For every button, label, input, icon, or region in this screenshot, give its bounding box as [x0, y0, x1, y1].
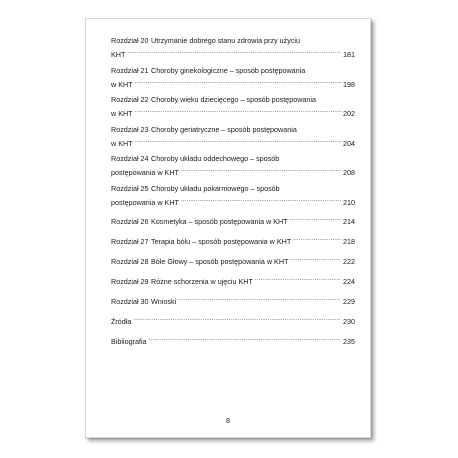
page-number: 210: [343, 197, 355, 207]
page-number: 181: [343, 50, 355, 59]
dot-leader: [178, 293, 341, 304]
toc-entry-22[interactable]: [111, 95, 355, 120]
toc-entry-26[interactable]: [111, 213, 355, 227]
dot-leader: [181, 194, 341, 205]
chapter-label: Rozdział 21: [111, 65, 149, 75]
dot-leader: [127, 47, 341, 58]
dot-leader: [290, 253, 341, 264]
section-title: Źródła: [111, 316, 132, 326]
chapter-title: Choroby ginekologiczne – sposób postępowania: [151, 65, 306, 75]
dot-leader: [149, 333, 341, 344]
toc-entry-line: [111, 293, 355, 307]
chapter-title-continued: KHT: [111, 50, 126, 59]
toc-entry-sources[interactable]: [111, 313, 355, 327]
dot-leader: [133, 313, 341, 324]
chapter-title: Bóle Głowy – sposób postępowania w KHT: [151, 256, 289, 266]
dot-leader: [293, 233, 341, 244]
chapter-title: Różne schorzenia w ujęciu KHT: [151, 276, 253, 286]
toc-entry-28[interactable]: [111, 253, 355, 267]
chapter-label: Rozdział 20: [111, 36, 149, 45]
toc-entry-line: [111, 253, 355, 267]
page-number: 202: [343, 109, 355, 118]
toc-entry-second-line: [111, 165, 355, 179]
page-number: 208: [343, 168, 355, 177]
dot-leader: [135, 76, 341, 87]
dot-leader: [255, 273, 341, 284]
dot-leader: [135, 106, 341, 117]
chapter-label: Rozdział 26: [111, 216, 149, 226]
toc-entry-line: [111, 233, 355, 247]
chapter-label: Rozdział 27: [111, 236, 149, 246]
toc-entry-20[interactable]: [111, 36, 355, 61]
chapter-label: Rozdział 22: [111, 95, 149, 104]
chapter-label: Rozdział 28: [111, 256, 149, 266]
toc-entry-line: [111, 333, 355, 347]
toc-entry-second-line: [111, 106, 355, 120]
chapter-title-continued: w KHT: [111, 79, 133, 89]
page-number: 235: [343, 336, 355, 346]
page-number: 229: [343, 296, 355, 306]
toc-entry-first-line: [111, 154, 355, 165]
page-number: 230: [343, 316, 355, 326]
toc-entry-27[interactable]: [111, 233, 355, 247]
toc-entry-second-line: [111, 76, 355, 90]
document-page: [85, 18, 371, 438]
toc-entry-line: [111, 213, 355, 227]
toc-entry-first-line: [111, 95, 355, 106]
chapter-title: Choroby wieku dziecięcego – sposób postępowania: [151, 95, 317, 104]
toc-entry-30[interactable]: [111, 293, 355, 307]
chapter-title-continued: w KHT: [111, 109, 133, 118]
dot-leader: [290, 213, 341, 224]
toc-entry-first-line: [111, 184, 355, 195]
chapter-label: Rozdział 25: [111, 183, 149, 193]
chapter-title-continued: w KHT: [111, 138, 133, 148]
toc-entry-first-line: [111, 36, 355, 47]
dot-leader: [135, 135, 341, 146]
page-number: 222: [343, 256, 355, 266]
toc-entry-25[interactable]: [111, 184, 355, 209]
toc-entry-24[interactable]: [111, 154, 355, 179]
chapter-title: Utrzymanie dobrego stanu zdrowia przy użyciu: [151, 36, 301, 45]
page-number: 224: [343, 276, 355, 286]
chapter-title-continued: postępowania w KHT: [111, 197, 179, 207]
chapter-title: Kosmetyka – sposób postępowania w KHT: [151, 216, 288, 226]
toc-entry-first-line: [111, 125, 355, 136]
chapter-label: Rozdział 29: [111, 276, 149, 286]
toc-entry-second-line: [111, 47, 355, 61]
dot-leader: [181, 165, 341, 176]
chapter-title: Choroby układu oddechowego – sposób: [151, 154, 280, 163]
toc-entry-21[interactable]: [111, 66, 355, 91]
chapter-label: Rozdział 24: [111, 154, 149, 163]
chapter-label: Rozdział 23: [111, 124, 149, 134]
chapter-title: Choroby geriatryczne – sposób postępowania: [151, 124, 297, 134]
toc-entry-second-line: [111, 135, 355, 149]
page-number: 198: [343, 79, 355, 89]
toc-entry-23[interactable]: [111, 125, 355, 150]
chapter-title-continued: postępowania w KHT: [111, 168, 179, 177]
chapter-label: Rozdział 30: [111, 296, 149, 306]
page-number: 214: [343, 216, 355, 226]
page-number: 204: [343, 138, 355, 148]
section-title: Bibliografia: [111, 336, 147, 346]
chapter-title: Choroby układu pokarmowego – sposób: [151, 183, 280, 193]
toc-entry-second-line: [111, 194, 355, 208]
page-number-footer: 8: [226, 416, 230, 425]
toc-entry-line: [111, 313, 355, 327]
chapter-title: Wnioski: [151, 296, 177, 306]
toc-entry-line: [111, 273, 355, 287]
chapter-title: Terapia bólu – sposób postępowania w KHT: [151, 236, 292, 246]
table-of-contents: [111, 36, 355, 353]
toc-entry-first-line: [111, 66, 355, 77]
toc-entry-29[interactable]: [111, 273, 355, 287]
toc-entry-bibliography[interactable]: [111, 333, 355, 347]
page-number: 218: [343, 236, 355, 246]
